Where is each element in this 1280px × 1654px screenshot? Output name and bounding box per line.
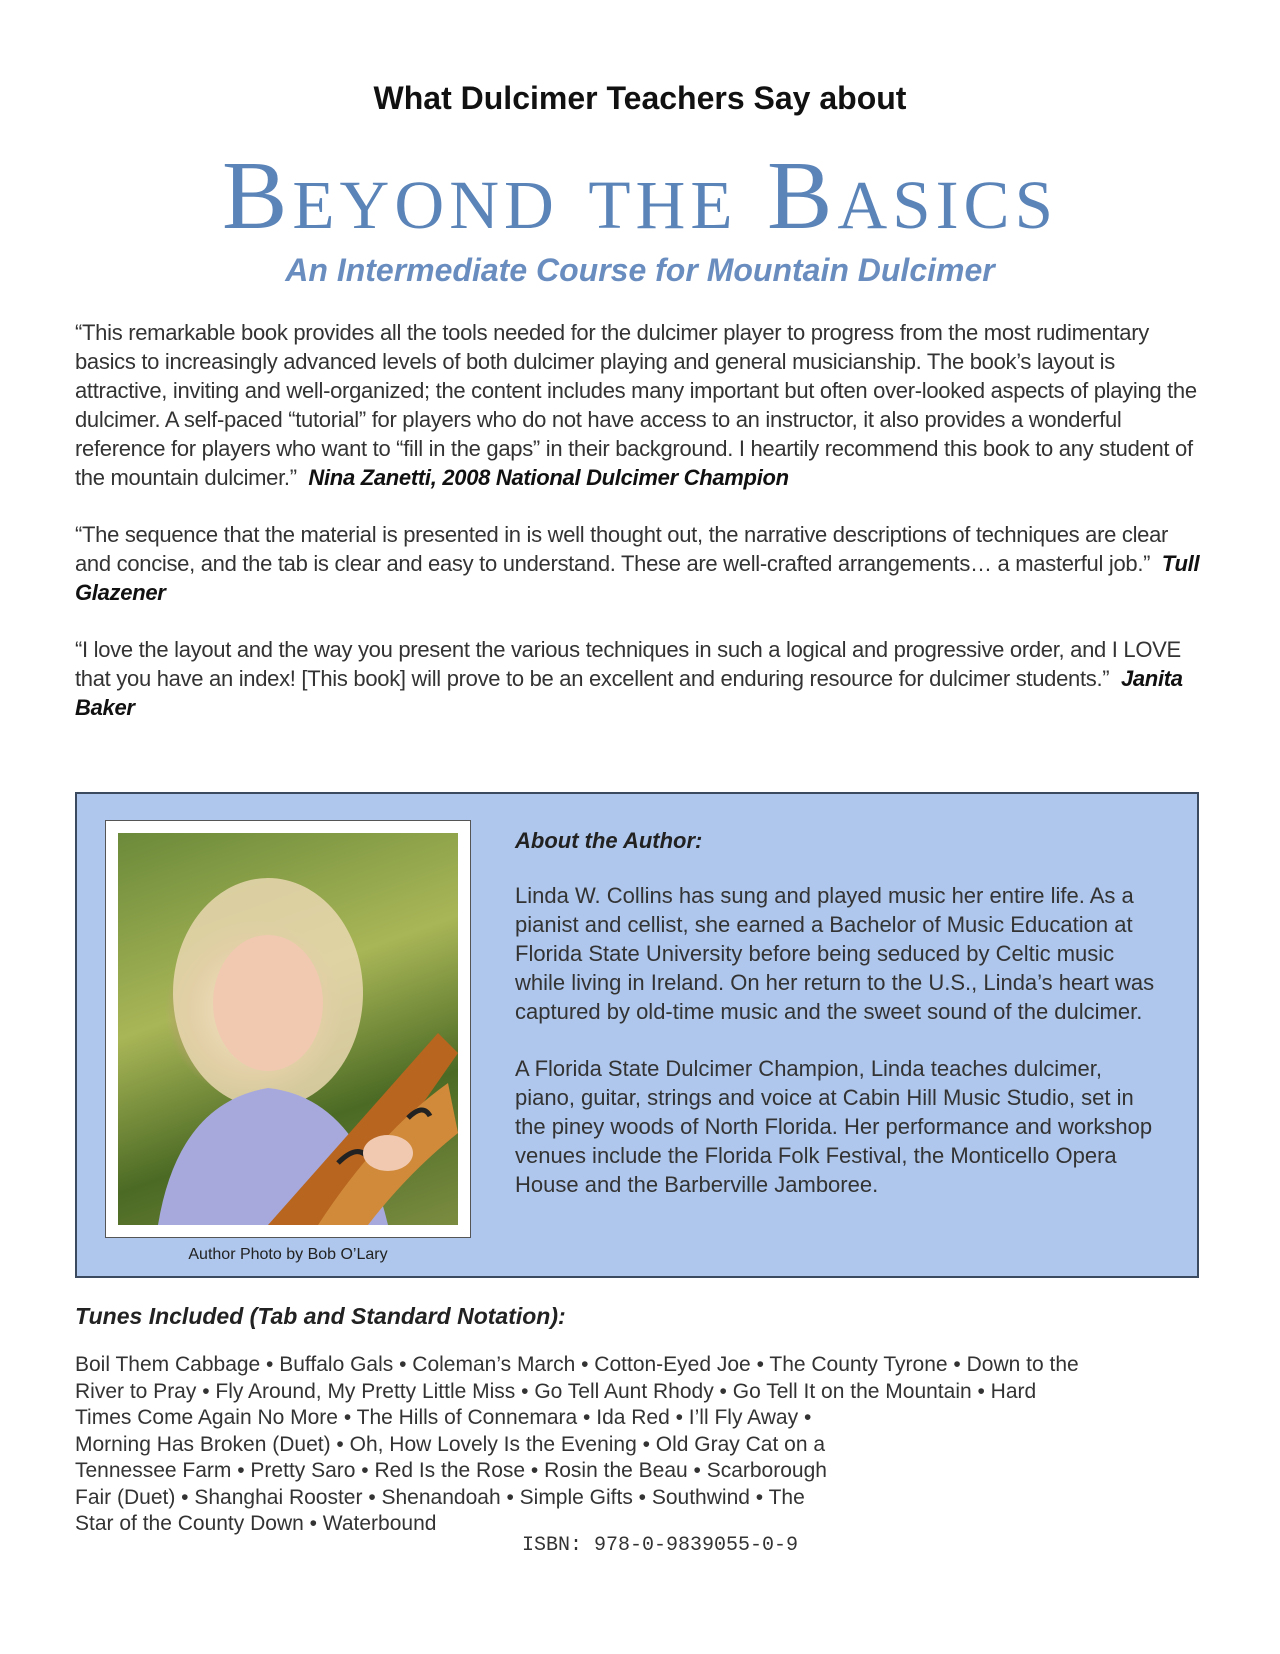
testimonial-quote: “This remarkable book provides all the tools needed for the dulcimer player to progress from the most rudimentary basics to increasingly advanced levels of both dulcimer playing and general musicianship. The book’s layout is attractive, inviting and well-organized; the content includes many important but often over-looked aspects of playing the dulcimer. A self-paced “tutorial” for players who do not have access to an instructor, it also provides a wonderful reference for players who want to “fill in the gaps” in their background. I heartily recommend this book to any student of the mountain dulcimer.” (75, 320, 1197, 490)
isbn: ISBN: 978-0-9839055-0-9 (522, 1534, 799, 1557)
testimonial (75, 635, 1205, 722)
tunes-line: Tennessee Farm • Pretty Saro • Red Is the Rose • Rosin the Beau • Scarborough (75, 1459, 827, 1482)
tunes-line: River to Pray • Fly Around, My Pretty Little Miss • Go Tell Aunt Rhody • Go Tell It on the Mountain • Hard (75, 1379, 1037, 1403)
tunes-line: Fair (Duet) • Shanghai Rooster • Shenandoah • Simple Gifts • Southwind • The (75, 1485, 805, 1509)
testimonial-author: Nina Zanetti, 2008 National Dulcimer Champion (308, 465, 789, 490)
testimonial-quote: “The sequence that the material is presented in is well thought out, the narrative descriptions of techniques are clear and concise, and the tab is clear and easy to understand. These are well-crafted arrangements… a masterful job.” (75, 522, 1169, 576)
testimonials (75, 318, 1205, 750)
kicker-heading: What Dulcimer Teachers Say about (373, 80, 907, 116)
tunes-line: Star of the County Down • Waterbound (75, 1512, 437, 1535)
tunes-line: Boil Them Cabbage • Buffalo Gals • Coleman’s March • Cotton-Eyed Joe • The County Tyrone • Down to the (75, 1353, 1079, 1376)
about-paragraph: A Florida State Dulcimer Champion, Linda teaches dulcimer, piano, guitar, strings and voice at Cabin Hill Music Studio, set in the piney woods of North Florida. Her performance and workshop venues include the Florida Folk Festival, the Monticello Opera House and the Barberville Jamboree. (515, 1056, 1153, 1197)
testimonial-author: Tull Glazener (75, 551, 1200, 605)
about-author (515, 826, 1165, 1227)
testimonial (75, 520, 1205, 607)
testimonial-author: Janita Baker (75, 666, 1183, 720)
tunes-line: Morning Has Broken (Duet) • Oh, How Lovely Is the Evening • Old Gray Cat on a (75, 1432, 826, 1456)
tunes-list (75, 1352, 1205, 1538)
about-paragraph: Linda W. Collins has sung and played music her entire life. As a pianist and cellist, she earned a Bachelor of Music Education at Florida State University before being seduced by Celtic music while living in Ireland. On her return to the U.S., Linda’s heart was captured by old-time music and the sweet sound of the dulcimer. (515, 883, 1155, 1024)
photo-caption: Author Photo by Bob O’Lary (188, 1246, 388, 1263)
about-author-box (75, 792, 1199, 1278)
about-heading: About the Author: (515, 828, 703, 853)
author-photo (118, 833, 458, 1225)
tunes-line: Times Come Again No More • The Hills of Connemara • Ida Red • I’ll Fly Away • (75, 1406, 812, 1429)
testimonial (75, 318, 1205, 492)
book-title: Beyond the Basics (222, 142, 1058, 250)
tunes-heading: Tunes Included (Tab and Standard Notation): (75, 1303, 566, 1329)
author-photo-frame (105, 820, 471, 1238)
testimonial-quote: “I love the layout and the way you present the various techniques in such a logical and progressive order, and I LOVE that you have an index! [This book] will prove to be an excellent and enduring resource for dulcimer students.” (75, 637, 1181, 691)
book-subtitle: An Intermediate Course for Mountain Dulcimer (285, 252, 995, 288)
author-photo-illustration (118, 833, 458, 1225)
